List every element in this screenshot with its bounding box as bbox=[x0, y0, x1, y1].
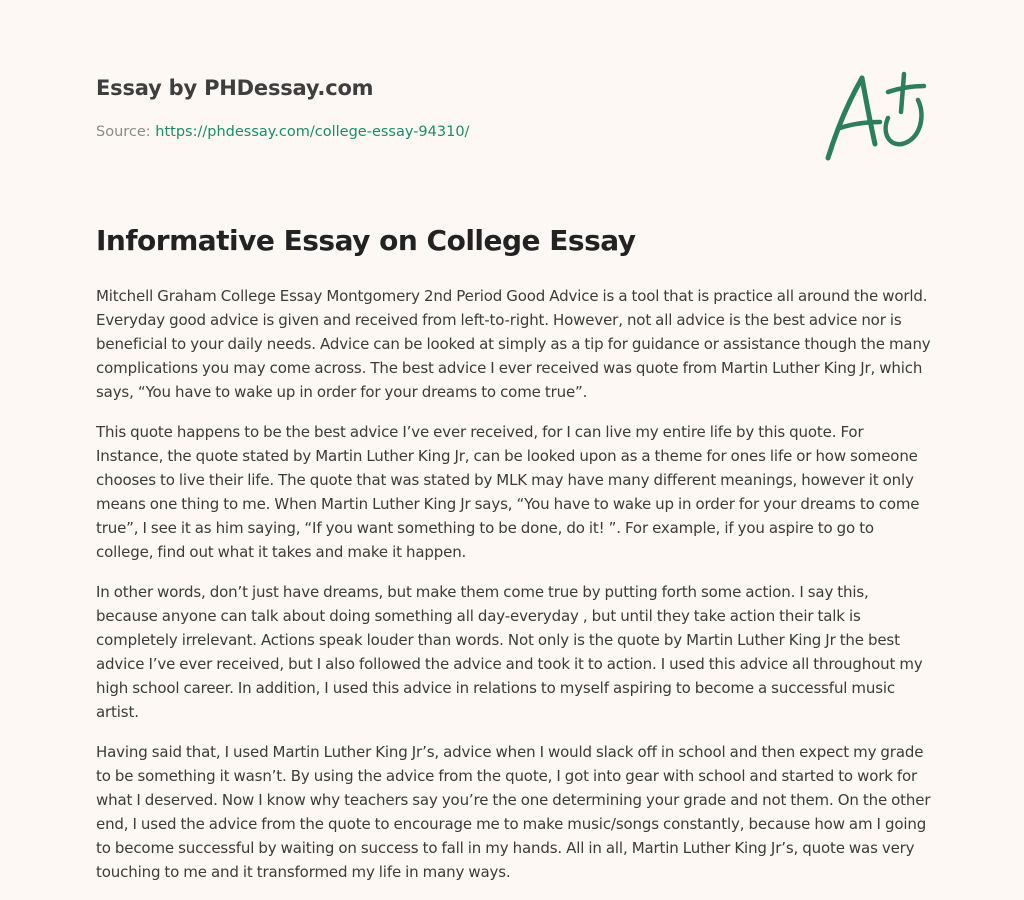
source-link[interactable]: https://phdessay.com/college-essay-94310/ bbox=[155, 124, 470, 140]
source-line bbox=[96, 124, 469, 140]
article-paragraph: Having said that, I used Martin Luther King Jr’s, advice when I would slack off in school and then expect my grade to be something it wasn’t. By using the advice from the quote, I got into gear with school and started to work for what I deserved. Now I know why teachers say you’re the one determining your grade and not them. On the other end, I used the advice from the quote to encourage me to make music/songs constantly, because how am I going to become successful by waiting on success to fall in my hands. All in all, Martin Luther King Jr’s, quote was very touching to me and it transformed my life in many ways. bbox=[96, 743, 931, 881]
article-paragraph: Mitchell Graham College Essay Montgomery 2nd Period Good Advice is a tool that is practice all around the world. Everyday good advice is given and received from left-to-right. However, not all advice is the best advice nor is beneficial to your daily needs. Advice can be looked at simply as a tip for guidance or assistance though the many complications you may come across. The best advice I ever received was quote from Martin Luther King Jr, which says, “You have to wake up in order for your dreams to come true”. bbox=[96, 287, 931, 401]
source-label: Source: bbox=[96, 124, 156, 140]
article-title: Informative Essay on College Essay bbox=[96, 224, 636, 257]
a-plus-logo-icon bbox=[822, 66, 932, 166]
article-body bbox=[96, 284, 934, 900]
site-brand: Essay by PHDessay.com bbox=[96, 76, 374, 100]
article-paragraph: This quote happens to be the best advice I’ve ever received, for I can live my entire life by this quote. For Instance, the quote stated by Martin Luther King Jr, can be looked upon as a theme for ones life or how someone chooses to live their life. The quote that was stated by MLK may have many different meanings, however it only means one thing to me. When Martin Luther King Jr says, “You have to wake up in order for your dreams to come true”, I see it as him saying, “If you want something to be done, do it! ”. For example, if you aspire to go to college, find out what it takes and make it happen. bbox=[96, 423, 920, 561]
article-paragraph: In other words, don’t just have dreams, but make them come true by putting forth some action. I say this, because anyone can talk about doing something all day-everyday , but until they take action their talk is completely irrelevant. Actions speak louder than words. Not only is the quote by Martin Luther King Jr the best advice I’ve ever received, but I also followed the advice and took it to action. I used this advice all throughout my high school career. In addition, I used this advice in relations to myself aspiring to become a successful music artist. bbox=[96, 583, 923, 721]
